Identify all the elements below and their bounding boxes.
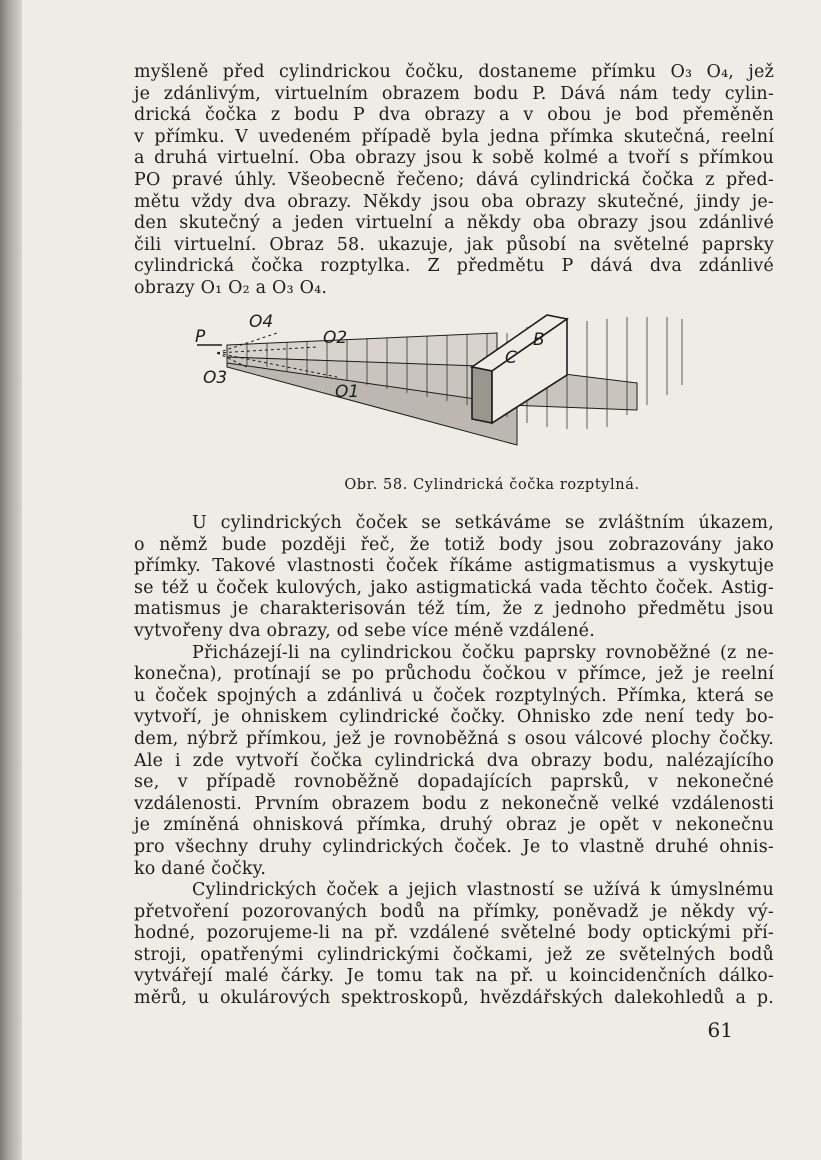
- cylindrical-lens-figure: [187, 305, 707, 470]
- text-line: měrů, u okulárových spektroskopů, hvězdářských dalekohledů a p.: [134, 988, 774, 1009]
- text-line: je zdánlivým, virtuelním obrazem bodu P. Dává nám tedy cylin-: [134, 83, 774, 104]
- text-line: a druhá virtuelní. Oba obrazy jsou k sobě kolmé a tvoří s přímkou: [134, 148, 774, 169]
- book-spine-shadow: [0, 0, 22, 1160]
- page-number: 61: [707, 1018, 733, 1042]
- text-line: hodné, pozorujeme-li na př. vzdálené světelné body optickými pří-: [134, 923, 774, 944]
- text-line: v přímku. V uvedeném případě byla jedna přímka skutečná, reelní: [134, 126, 774, 147]
- text-line: drická čočka z bodu P dva obrazy a v obou je bod přeměněn: [134, 105, 774, 126]
- text-line: myšleně před cylindrickou čočku, dostaneme přímku O₃ O₄, jež: [134, 62, 774, 82]
- text-line: obrazy O₁ O₂ a O₃ O₄.: [134, 277, 328, 298]
- text-line: přímky. Takové vlastnosti čoček říkáme astigmatismus a vyskytuje: [134, 556, 774, 577]
- text-line: mětu vždy dva obrazy. Někdy jsou oba obrazy skutečné, jindy je-: [134, 191, 774, 212]
- text-line: vytvořeny dva obrazy, od sebe více méně vzdálené.: [134, 620, 595, 641]
- lens-side-face: [472, 367, 492, 423]
- top-paragraph: [134, 62, 774, 300]
- text-line: matismus je charakterisován též tím, že z jednoho předmětu jsou: [134, 599, 774, 620]
- text-line: vytvářejí malé čárky. Je tomu tak na př. u koincidenčních dálko-: [134, 966, 774, 987]
- text-line: Přicházejí-li na cylindrickou čočku paprsky rovnoběžné (z ne-: [192, 642, 774, 663]
- label-b: B: [533, 330, 545, 350]
- label-o2: O2: [323, 328, 348, 348]
- text-line: den skutečný a jeden virtuelní a někdy oba obrazy jsou zdánlivé: [134, 213, 774, 234]
- text-line: stroji, opatřenými cylindrickými čočkami, jež ze světelných bodů: [134, 944, 774, 965]
- light-beam-hatching: [227, 333, 637, 445]
- text-line: se, v případě rovnoběžně dopadajících paprsků, v nekonečné: [134, 772, 774, 793]
- text-line: Ale i zde vytvoří čočka cylindrická dva obrazy bodu, nalézajícího: [134, 750, 774, 771]
- text-line: pro všechny druhy cylindrických čoček. Je to vlastně druhé ohnis-: [134, 836, 774, 857]
- text-line: U cylindrických čoček se setkáváme se zvláštním úkazem,: [192, 513, 774, 533]
- figure-caption: Obr. 58. Cylindrická čočka rozptylná.: [344, 477, 640, 493]
- text-line: čili virtuelní. Obraz 58. ukazuje, jak působí na světelné paprsky: [134, 234, 774, 255]
- text-line: vzdálenosti. Prvním obrazem bodu z nekonečně velké vzdálenosti: [134, 793, 774, 814]
- text-line: o němž bude později řeč, že totiž body jsou zobrazovány jako: [134, 534, 774, 555]
- text-line: dem, nýbrž přímkou, jež je rovnoběžná s osou válcové plochy čočky.: [134, 728, 774, 749]
- text-line: Cylindrických čoček a jejich vlastností se užívá k úmyslnému: [192, 880, 774, 901]
- book-page: [22, 0, 821, 1160]
- label-o4: O4: [249, 312, 274, 332]
- label-o1: O1: [335, 382, 360, 402]
- text-line: PO pravé úhly. Všeobecně řečeno; dává cylindrická čočka z před-: [134, 169, 774, 190]
- text-line: vytvoří, je ohniskem cylindrické čočky. Ohnisko zde není tedy bo-: [134, 707, 774, 728]
- text-line: ko dané čočky.: [134, 858, 267, 879]
- label-p: P: [195, 327, 206, 347]
- text-line: se též u čoček kulových, jako astigmatická vada těchto čoček. Astig-: [134, 577, 774, 598]
- label-c: C: [505, 348, 517, 368]
- text-line: konečna), protínají se po průchodu čočkou v přímce, jež je reelní: [134, 664, 774, 685]
- text-line: cylindrická čočka rozptylka. Z předmětu P dává dva zdánlivé: [134, 256, 774, 277]
- label-o3: O3: [203, 368, 228, 388]
- bottom-paragraphs: [134, 513, 774, 1010]
- text-line: přetvoření pozorovaných bodů na přímky, poněvadž je někdy vý-: [134, 901, 774, 922]
- text-line: u čoček spojných a zdánlivá u čoček rozptylných. Přímka, která se: [134, 685, 774, 706]
- text-line: je zmíněná ohnisková přímka, druhý obraz je opět v nekonečnu: [134, 815, 774, 836]
